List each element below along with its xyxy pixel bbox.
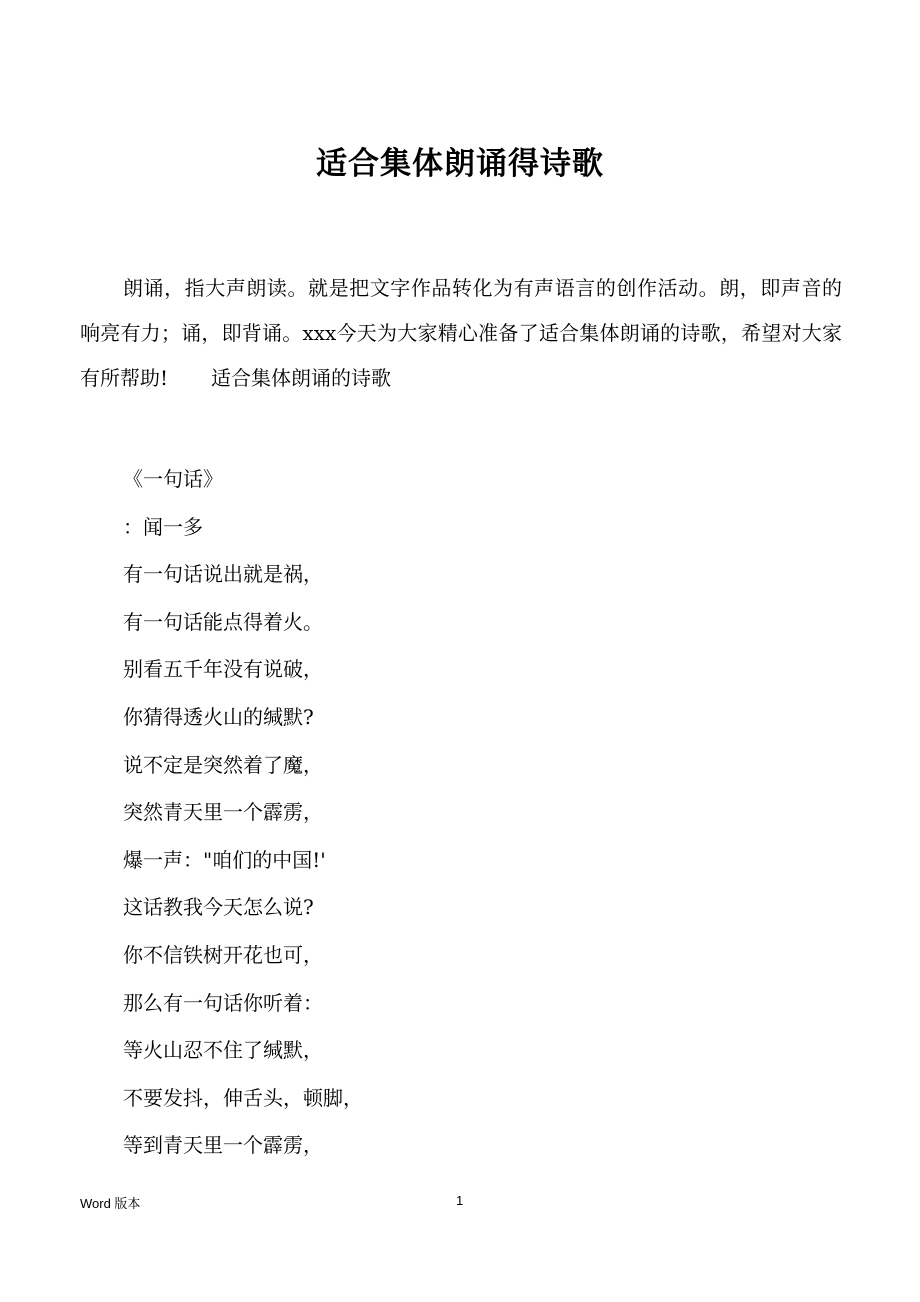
intro-text: 朗诵，指大声朗读。就是把文字作品转化为有声语言的创作活动。朗，即声音的响亮有力；诵，即背诵。xxx今天为大家精心准备了适合集体朗诵的诗歌，希望对大家有所帮助! bbox=[80, 276, 842, 390]
poem-line: 不要发抖，伸舌头，顿脚， bbox=[123, 1085, 363, 1110]
poem-line: 有一句话说出就是祸， bbox=[123, 562, 323, 587]
poem-line: 这话教我今天怎么说? bbox=[123, 895, 314, 920]
poem-line: 有一句话能点得着火。 bbox=[123, 609, 323, 634]
intro-paragraph bbox=[80, 266, 842, 401]
poem-line: 突然青天里一个霹雳， bbox=[123, 800, 323, 825]
poem-line: 爆一声："咱们的中国!' bbox=[123, 847, 326, 872]
footer-label: Word 版本 bbox=[80, 1196, 141, 1211]
poem-line: 你不信铁树开花也可， bbox=[123, 942, 323, 967]
poem-line: 等火山忍不住了缄默， bbox=[123, 1038, 323, 1063]
footer-page-number: 1 bbox=[456, 1193, 464, 1208]
poem-line: 别看五千年没有说破， bbox=[123, 657, 323, 682]
poem-line: 说不定是突然着了魔， bbox=[123, 752, 323, 777]
poem-line: 你猜得透火山的缄默? bbox=[123, 704, 314, 729]
intro-trailing-heading: 适合集体朗诵的诗歌 bbox=[211, 366, 392, 390]
poem-line: 那么有一句话你听着： bbox=[123, 990, 323, 1015]
poem bbox=[123, 456, 823, 1170]
poem-title: 《一句话》 bbox=[123, 467, 223, 491]
poem-author: ：闻一多 bbox=[123, 514, 203, 539]
poem-line: 等到青天里一个霹雳， bbox=[123, 1133, 323, 1158]
document-title: 适合集体朗诵得诗歌 bbox=[316, 146, 604, 182]
